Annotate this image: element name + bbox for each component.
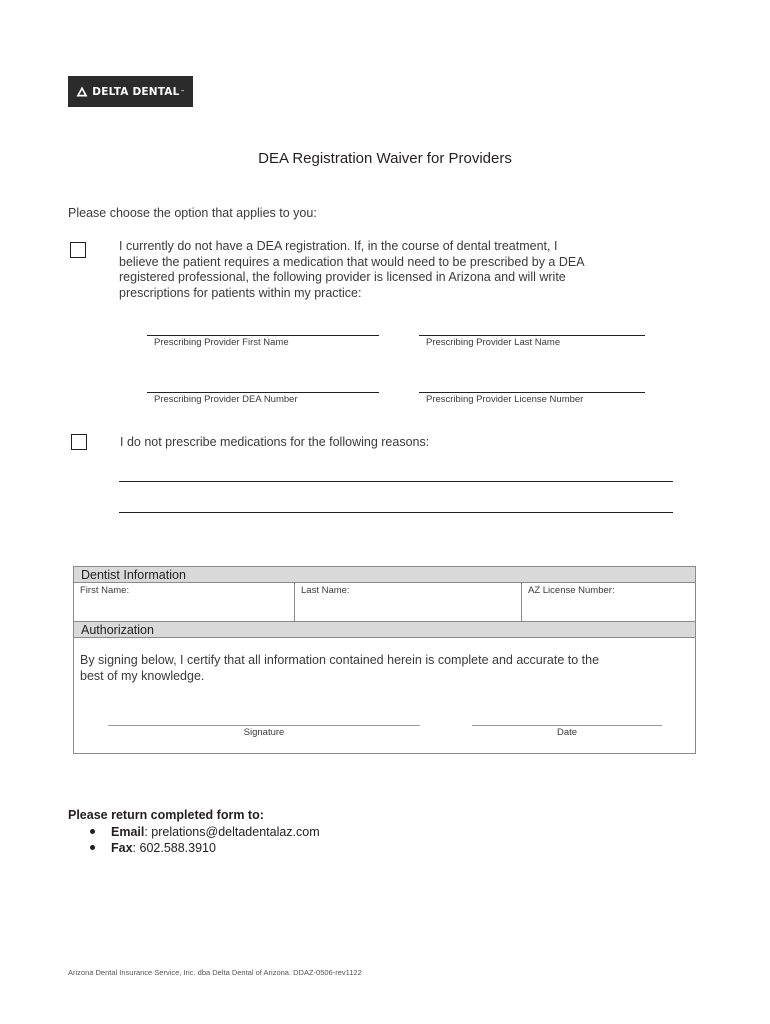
provider-last-name-label: Prescribing Provider Last Name (426, 337, 561, 348)
dentist-info-header: Dentist Information (74, 567, 695, 583)
reason-line-1[interactable] (119, 481, 673, 482)
option2-text: I do not prescribe medications for the following reasons: (120, 435, 430, 449)
logo-text: DELTA DENTAL (92, 85, 180, 98)
bullet-dot (90, 845, 95, 850)
reason-line-2[interactable] (119, 512, 673, 513)
authorization-body (74, 638, 695, 753)
dentist-info-row (74, 583, 695, 622)
dentist-last-name-cell[interactable] (295, 583, 522, 621)
provider-first-name-label: Prescribing Provider First Name (154, 337, 289, 348)
option1-checkbox[interactable] (70, 242, 86, 258)
provider-license-number-label: Prescribing Provider License Number (426, 394, 584, 405)
provider-license-number-field[interactable] (419, 392, 645, 393)
date-label: Date (556, 727, 578, 738)
dentist-authorization-table (73, 566, 696, 754)
provider-dea-number-field[interactable] (147, 392, 379, 393)
email-label: Email (111, 825, 145, 839)
dentist-first-name-cell[interactable] (74, 583, 295, 621)
return-title: Please return completed form to: (68, 808, 264, 822)
authorization-line: By signing below, I certify that all information contained herein is complete and accurate to the (80, 653, 600, 667)
option1-line: believe the patient requires a medication that would need to be prescribed by a DEA (119, 254, 585, 269)
authorization-statement (80, 652, 599, 684)
delta-triangle-icon (76, 86, 88, 97)
signature-label: Signature (243, 727, 285, 738)
bullet-dot (90, 829, 95, 834)
authorization-line: best of my knowledge. (80, 669, 205, 683)
dentist-last-name-label: Last Name: (301, 585, 350, 596)
fax-bullet (90, 841, 216, 855)
dentist-license-cell[interactable] (522, 583, 695, 621)
choice-prompt: Please choose the option that applies to you: (68, 206, 317, 220)
email-value[interactable]: : prelations@deltadentalaz.com (144, 825, 320, 839)
fax-value: : 602.588.3910 (132, 841, 216, 855)
provider-last-name-field[interactable] (419, 335, 645, 336)
date-line[interactable] (472, 725, 662, 726)
email-bullet (90, 825, 320, 839)
option1-line: I currently do not have a DEA registration. If, in the course of dental treatment, I (119, 239, 558, 253)
fax-label: Fax (111, 841, 133, 855)
logo-trademark: ™ (180, 89, 185, 94)
provider-first-name-field[interactable] (147, 335, 379, 336)
dentist-license-label: AZ License Number: (528, 585, 615, 596)
option1-text (119, 239, 679, 301)
authorization-header: Authorization (74, 622, 695, 638)
provider-dea-number-label: Prescribing Provider DEA Number (154, 394, 298, 405)
delta-dental-logo (68, 76, 193, 107)
footer-text: Arizona Dental Insurance Service, Inc. dba Delta Dental of Arizona. DDAZ-0506-rev1122 (68, 968, 362, 977)
option2-checkbox[interactable] (71, 434, 87, 450)
option1-line: prescriptions for patients within my practice: (119, 285, 362, 300)
option1-line: registered professional, the following provider is licensed in Arizona and will write (119, 270, 566, 284)
signature-line[interactable] (108, 725, 420, 726)
page-title: DEA Registration Waiver for Providers (258, 150, 512, 167)
dentist-first-name-label: First Name: (80, 585, 130, 596)
